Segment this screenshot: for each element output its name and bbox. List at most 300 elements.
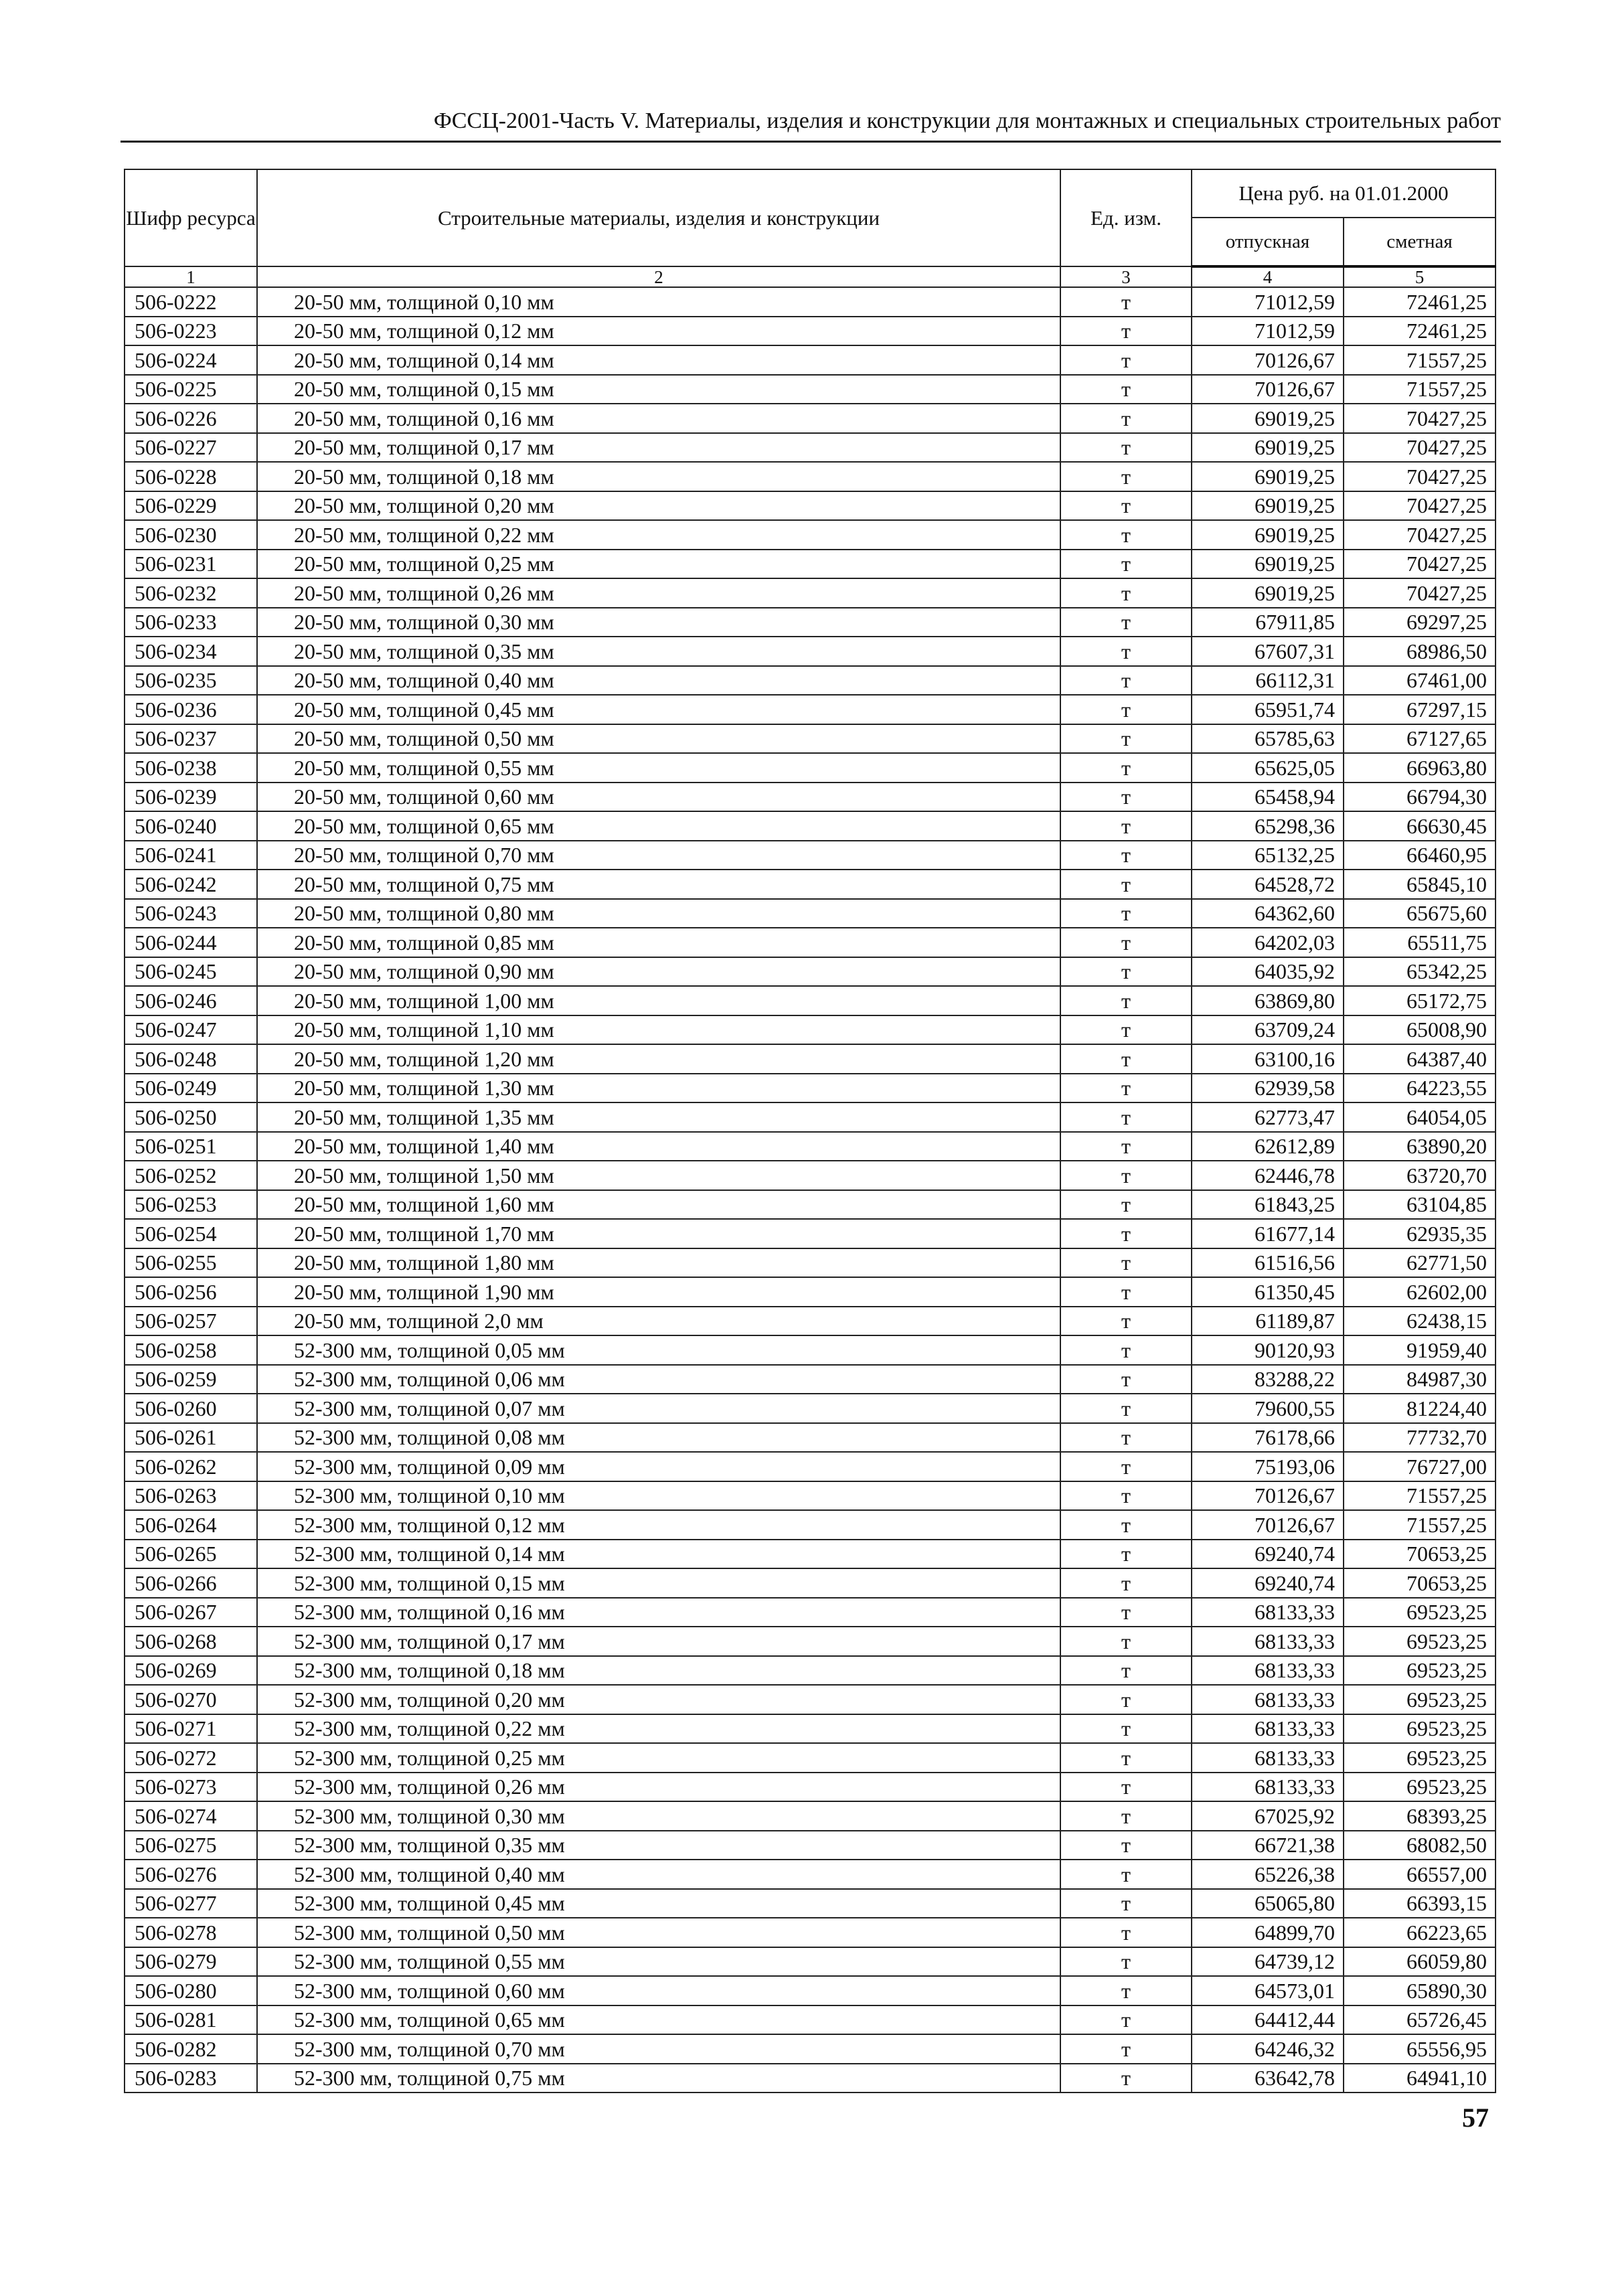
- resource-code-cell: 506-0233: [125, 608, 257, 637]
- resource-code-cell: 506-0254: [125, 1219, 257, 1248]
- table-row: [125, 1831, 1496, 1860]
- material-name-cell: 52-300 мм, толщиной 0,15 мм: [257, 1568, 1060, 1598]
- table-row: [125, 462, 1496, 491]
- unit-cell: т: [1060, 1714, 1192, 1744]
- estimate-price-cell: 67297,15: [1344, 695, 1496, 724]
- material-name-cell: 52-300 мм, толщиной 0,22 мм: [257, 1714, 1060, 1744]
- table-row: [125, 1394, 1496, 1423]
- release-price-cell: 69019,25: [1192, 433, 1344, 463]
- table-row: [125, 1918, 1496, 1947]
- material-name-cell: 52-300 мм, толщиной 0,40 мм: [257, 1860, 1060, 1889]
- unit-cell: т: [1060, 783, 1192, 812]
- material-name-cell: 20-50 мм, толщиной 1,90 мм: [257, 1277, 1060, 1307]
- estimate-price-cell: 65342,25: [1344, 957, 1496, 987]
- table-row: [125, 928, 1496, 957]
- column-number: 5: [1344, 266, 1496, 287]
- material-name-cell: 20-50 мм, толщиной 1,30 мм: [257, 1074, 1060, 1103]
- resource-code-cell: 506-0259: [125, 1365, 257, 1394]
- table-row: [125, 287, 1496, 317]
- unit-cell: т: [1060, 1481, 1192, 1511]
- release-price-cell: 69019,25: [1192, 462, 1344, 491]
- table-row: [125, 870, 1496, 899]
- material-name-cell: 20-50 мм, толщиной 1,70 мм: [257, 1219, 1060, 1248]
- material-name-cell: 52-300 мм, толщиной 0,08 мм: [257, 1423, 1060, 1453]
- material-name-cell: 20-50 мм, толщиной 1,35 мм: [257, 1102, 1060, 1132]
- release-price-cell: 69019,25: [1192, 520, 1344, 550]
- material-name-cell: 52-300 мм, толщиной 0,12 мм: [257, 1510, 1060, 1540]
- unit-cell: т: [1060, 287, 1192, 317]
- unit-cell: т: [1060, 1540, 1192, 1569]
- table-row: [125, 1773, 1496, 1802]
- unit-cell: т: [1060, 1976, 1192, 2005]
- unit-cell: т: [1060, 375, 1192, 404]
- unit-cell: т: [1060, 1190, 1192, 1220]
- estimate-price-cell: 65890,30: [1344, 1976, 1496, 2005]
- resource-code-cell: 506-0280: [125, 1976, 257, 2005]
- estimate-price-cell: 70653,25: [1344, 1568, 1496, 1598]
- column-number: 3: [1060, 266, 1192, 287]
- material-name-cell: 52-300 мм, толщиной 0,55 мм: [257, 1947, 1060, 1977]
- material-name-cell: 52-300 мм, толщиной 0,06 мм: [257, 1365, 1060, 1394]
- table-row: [125, 1161, 1496, 1190]
- release-price-cell: 61189,87: [1192, 1307, 1344, 1336]
- material-name-cell: 20-50 мм, толщиной 0,90 мм: [257, 957, 1060, 987]
- material-name-cell: 20-50 мм, толщиной 0,17 мм: [257, 433, 1060, 463]
- resource-code-cell: 506-0267: [125, 1598, 257, 1627]
- release-price-cell: 76178,66: [1192, 1423, 1344, 1453]
- material-name-cell: 20-50 мм, толщиной 0,80 мм: [257, 899, 1060, 928]
- estimate-price-cell: 65008,90: [1344, 1015, 1496, 1045]
- unit-cell: т: [1060, 753, 1192, 783]
- table-row: [125, 1074, 1496, 1103]
- estimate-price-cell: 64054,05: [1344, 1102, 1496, 1132]
- resource-code-cell: 506-0229: [125, 491, 257, 521]
- unit-cell: т: [1060, 811, 1192, 841]
- unit-cell: т: [1060, 1801, 1192, 1831]
- material-name-cell: 52-300 мм, толщиной 0,14 мм: [257, 1540, 1060, 1569]
- release-price-cell: 64362,60: [1192, 899, 1344, 928]
- table-row: [125, 317, 1496, 346]
- unit-cell: т: [1060, 1656, 1192, 1686]
- unit-cell: т: [1060, 695, 1192, 724]
- release-price-cell: 61350,45: [1192, 1277, 1344, 1307]
- material-name-cell: 20-50 мм, толщиной 1,80 мм: [257, 1248, 1060, 1278]
- resource-code-cell: 506-0271: [125, 1714, 257, 1744]
- resource-code-cell: 506-0235: [125, 666, 257, 695]
- release-price-cell: 70126,67: [1192, 1510, 1344, 1540]
- unit-cell: т: [1060, 1860, 1192, 1889]
- material-name-cell: 20-50 мм, толщиной 0,50 мм: [257, 724, 1060, 754]
- table-row: [125, 986, 1496, 1015]
- unit-cell: т: [1060, 1074, 1192, 1103]
- release-price-cell: 64739,12: [1192, 1947, 1344, 1977]
- material-name-cell: 20-50 мм, толщиной 0,25 мм: [257, 550, 1060, 579]
- estimate-price-cell: 91959,40: [1344, 1335, 1496, 1365]
- estimate-price-cell: 62438,15: [1344, 1307, 1496, 1336]
- table-row: [125, 1307, 1496, 1336]
- table-row: [125, 811, 1496, 841]
- material-name-cell: 20-50 мм, толщиной 0,30 мм: [257, 608, 1060, 637]
- unit-cell: т: [1060, 841, 1192, 870]
- resource-code-cell: 506-0252: [125, 1161, 257, 1190]
- resource-code-cell: 506-0277: [125, 1889, 257, 1918]
- unit-cell: т: [1060, 928, 1192, 957]
- resource-code-cell: 506-0255: [125, 1248, 257, 1278]
- resource-code-cell: 506-0264: [125, 1510, 257, 1540]
- estimate-price-cell: 70427,25: [1344, 520, 1496, 550]
- release-price-cell: 69019,25: [1192, 550, 1344, 579]
- release-price-cell: 67911,85: [1192, 608, 1344, 637]
- resource-code-cell: 506-0256: [125, 1277, 257, 1307]
- material-name-cell: 52-300 мм, толщиной 0,20 мм: [257, 1685, 1060, 1714]
- estimate-price-cell: 62771,50: [1344, 1248, 1496, 1278]
- estimate-price-cell: 69523,25: [1344, 1743, 1496, 1773]
- unit-cell: т: [1060, 491, 1192, 521]
- resource-code-cell: 506-0274: [125, 1801, 257, 1831]
- unit-cell: т: [1060, 666, 1192, 695]
- resource-code-cell: 506-0227: [125, 433, 257, 463]
- table-row: [125, 608, 1496, 637]
- resource-code-cell: 506-0272: [125, 1743, 257, 1773]
- material-name-cell: 52-300 мм, толщиной 0,35 мм: [257, 1831, 1060, 1860]
- estimate-price-cell: 66963,80: [1344, 753, 1496, 783]
- estimate-price-cell: 65726,45: [1344, 2005, 1496, 2035]
- release-price-cell: 69019,25: [1192, 404, 1344, 433]
- table-row: [125, 1568, 1496, 1598]
- material-name-cell: 52-300 мм, толщиной 0,26 мм: [257, 1773, 1060, 1802]
- release-price-cell: 65298,36: [1192, 811, 1344, 841]
- table-row: [125, 1627, 1496, 1656]
- estimate-price-cell: 70427,25: [1344, 462, 1496, 491]
- resource-code-cell: 506-0225: [125, 375, 257, 404]
- release-price-cell: 68133,33: [1192, 1685, 1344, 1714]
- resource-code-cell: 506-0279: [125, 1947, 257, 1977]
- estimate-price-cell: 70653,25: [1344, 1540, 1496, 1569]
- estimate-price-cell: 65511,75: [1344, 928, 1496, 957]
- resource-code-cell: 506-0250: [125, 1102, 257, 1132]
- estimate-price-cell: 66059,80: [1344, 1947, 1496, 1977]
- table-row: [125, 1102, 1496, 1132]
- resource-code-cell: 506-0281: [125, 2005, 257, 2035]
- material-name-cell: 20-50 мм, толщиной 0,26 мм: [257, 578, 1060, 608]
- unit-cell: т: [1060, 1743, 1192, 1773]
- estimate-price-cell: 71557,25: [1344, 375, 1496, 404]
- unit-cell: т: [1060, 1947, 1192, 1977]
- unit-cell: т: [1060, 1423, 1192, 1453]
- unit-cell: т: [1060, 1132, 1192, 1161]
- release-price-cell: 90120,93: [1192, 1335, 1344, 1365]
- resource-code-cell: 506-0222: [125, 287, 257, 317]
- release-price-cell: 61843,25: [1192, 1190, 1344, 1220]
- material-name-cell: 52-300 мм, толщиной 0,18 мм: [257, 1656, 1060, 1686]
- estimate-price-cell: 70427,25: [1344, 433, 1496, 463]
- estimate-price-cell: 62602,00: [1344, 1277, 1496, 1307]
- release-price-cell: 71012,59: [1192, 287, 1344, 317]
- release-price-cell: 69019,25: [1192, 578, 1344, 608]
- estimate-price-cell: 70427,25: [1344, 550, 1496, 579]
- resource-code-cell: 506-0282: [125, 2034, 257, 2064]
- resource-code-cell: 506-0231: [125, 550, 257, 579]
- material-name-cell: 20-50 мм, толщиной 0,45 мм: [257, 695, 1060, 724]
- release-price-cell: 71012,59: [1192, 317, 1344, 346]
- release-price-cell: 63100,16: [1192, 1044, 1344, 1074]
- table-row: [125, 899, 1496, 928]
- material-name-cell: 20-50 мм, толщиной 1,10 мм: [257, 1015, 1060, 1045]
- material-name-cell: 52-300 мм, толщиной 0,07 мм: [257, 1394, 1060, 1423]
- estimate-price-cell: 71557,25: [1344, 1481, 1496, 1511]
- estimate-price-cell: 66557,00: [1344, 1860, 1496, 1889]
- release-price-cell: 66721,38: [1192, 1831, 1344, 1860]
- table-row: [125, 1801, 1496, 1831]
- resource-code-cell: 506-0230: [125, 520, 257, 550]
- table-row: [125, 1335, 1496, 1365]
- resource-code-cell: 506-0243: [125, 899, 257, 928]
- release-price-cell: 83288,22: [1192, 1365, 1344, 1394]
- table-row: [125, 1714, 1496, 1744]
- release-price-cell: 65132,25: [1192, 841, 1344, 870]
- material-name-cell: 20-50 мм, толщиной 0,15 мм: [257, 375, 1060, 404]
- unit-cell: т: [1060, 637, 1192, 666]
- unit-cell: т: [1060, 1365, 1192, 1394]
- material-name-cell: 52-300 мм, толщиной 0,75 мм: [257, 2064, 1060, 2093]
- unit-cell: т: [1060, 724, 1192, 754]
- table-row: [125, 841, 1496, 870]
- release-price-cell: 66112,31: [1192, 666, 1344, 695]
- material-name-cell: 20-50 мм, толщиной 2,0 мм: [257, 1307, 1060, 1336]
- resource-code-cell: 506-0239: [125, 783, 257, 812]
- release-price-cell: 79600,55: [1192, 1394, 1344, 1423]
- estimate-price-cell: 70427,25: [1344, 578, 1496, 608]
- release-price-cell: 63869,80: [1192, 986, 1344, 1015]
- estimate-price-cell: 63720,70: [1344, 1161, 1496, 1190]
- estimate-price-cell: 64223,55: [1344, 1074, 1496, 1103]
- unit-cell: т: [1060, 957, 1192, 987]
- release-price-cell: 68133,33: [1192, 1743, 1344, 1773]
- resource-code-cell: 506-0263: [125, 1481, 257, 1511]
- release-price-cell: 65625,05: [1192, 753, 1344, 783]
- table-row: [125, 1015, 1496, 1045]
- release-price-cell: 64246,32: [1192, 2034, 1344, 2064]
- unit-cell: т: [1060, 550, 1192, 579]
- material-name-cell: 20-50 мм, толщиной 0,35 мм: [257, 637, 1060, 666]
- release-price-cell: 68133,33: [1192, 1656, 1344, 1686]
- table-row: [125, 1248, 1496, 1278]
- table-row: [125, 724, 1496, 754]
- estimate-price-cell: 69523,25: [1344, 1627, 1496, 1656]
- table-row: [125, 1452, 1496, 1481]
- release-price-cell: 65951,74: [1192, 695, 1344, 724]
- unit-cell: т: [1060, 870, 1192, 899]
- unit-cell: т: [1060, 1044, 1192, 1074]
- column-number-row: [125, 266, 1496, 287]
- table-row: [125, 1685, 1496, 1714]
- resource-code-cell: 506-0253: [125, 1190, 257, 1220]
- estimate-price-cell: 64941,10: [1344, 2064, 1496, 2093]
- table-row: [125, 375, 1496, 404]
- estimate-price-cell: 64387,40: [1344, 1044, 1496, 1074]
- table-row: [125, 666, 1496, 695]
- unit-cell: т: [1060, 1918, 1192, 1947]
- material-name-cell: 20-50 мм, толщиной 1,00 мм: [257, 986, 1060, 1015]
- table-row: [125, 1947, 1496, 1977]
- resource-code-cell: 506-0269: [125, 1656, 257, 1686]
- release-price-cell: 65458,94: [1192, 783, 1344, 812]
- release-price-cell: 62612,89: [1192, 1132, 1344, 1161]
- unit-cell: т: [1060, 1889, 1192, 1918]
- unit-cell: т: [1060, 520, 1192, 550]
- resource-code-cell: 506-0270: [125, 1685, 257, 1714]
- unit-cell: т: [1060, 345, 1192, 375]
- release-price-cell: 69019,25: [1192, 491, 1344, 521]
- table-row: [125, 1540, 1496, 1569]
- estimate-price-cell: 68986,50: [1344, 637, 1496, 666]
- resource-code-cell: 506-0232: [125, 578, 257, 608]
- unit-cell: т: [1060, 986, 1192, 1015]
- unit-cell: т: [1060, 1773, 1192, 1802]
- release-price-cell: 64412,44: [1192, 2005, 1344, 2035]
- material-name-cell: 20-50 мм, толщиной 1,60 мм: [257, 1190, 1060, 1220]
- resource-code-cell: 506-0245: [125, 957, 257, 987]
- unit-cell: т: [1060, 1510, 1192, 1540]
- column-number: 4: [1192, 266, 1344, 287]
- estimate-price-cell: 66460,95: [1344, 841, 1496, 870]
- unit-cell: т: [1060, 1452, 1192, 1481]
- material-name-cell: 20-50 мм, толщиной 0,22 мм: [257, 520, 1060, 550]
- release-price-cell: 67025,92: [1192, 1801, 1344, 1831]
- column-number: 2: [257, 266, 1060, 287]
- table-row: [125, 550, 1496, 579]
- resource-code-cell: 506-0238: [125, 753, 257, 783]
- resource-code-cell: 506-0246: [125, 986, 257, 1015]
- material-name-cell: 52-300 мм, толщиной 0,70 мм: [257, 2034, 1060, 2064]
- table-row: [125, 404, 1496, 433]
- header-rule: [120, 141, 1501, 143]
- release-price-cell: 67607,31: [1192, 637, 1344, 666]
- table-row: [125, 2034, 1496, 2064]
- unit-cell: т: [1060, 1277, 1192, 1307]
- table-row: [125, 695, 1496, 724]
- material-name-cell: 20-50 мм, толщиной 1,50 мм: [257, 1161, 1060, 1190]
- resource-code-cell: 506-0240: [125, 811, 257, 841]
- resource-code-cell: 506-0262: [125, 1452, 257, 1481]
- resource-code-cell: 506-0224: [125, 345, 257, 375]
- resource-code-cell: 506-0251: [125, 1132, 257, 1161]
- estimate-price-cell: 77732,70: [1344, 1423, 1496, 1453]
- release-price-cell: 61677,14: [1192, 1219, 1344, 1248]
- table-row: [125, 520, 1496, 550]
- col-header-price: Цена руб. на 01.01.2000: [1192, 169, 1496, 218]
- material-name-cell: 52-300 мм, толщиной 0,25 мм: [257, 1743, 1060, 1773]
- estimate-price-cell: 62935,35: [1344, 1219, 1496, 1248]
- estimate-price-cell: 72461,25: [1344, 287, 1496, 317]
- unit-cell: т: [1060, 404, 1192, 433]
- release-price-cell: 70126,67: [1192, 1481, 1344, 1511]
- resource-code-cell: 506-0249: [125, 1074, 257, 1103]
- unit-cell: т: [1060, 1598, 1192, 1627]
- unit-cell: т: [1060, 578, 1192, 608]
- table-row: [125, 1423, 1496, 1453]
- estimate-price-cell: 84987,30: [1344, 1365, 1496, 1394]
- unit-cell: т: [1060, 433, 1192, 463]
- estimate-price-cell: 72461,25: [1344, 317, 1496, 346]
- table-row: [125, 2005, 1496, 2035]
- release-price-cell: 62773,47: [1192, 1102, 1344, 1132]
- page-number: 57: [1462, 2103, 1489, 2133]
- release-price-cell: 69240,74: [1192, 1540, 1344, 1569]
- resource-code-cell: 506-0273: [125, 1773, 257, 1802]
- column-number: 1: [125, 266, 257, 287]
- estimate-price-cell: 65845,10: [1344, 870, 1496, 899]
- table-row: [125, 1132, 1496, 1161]
- material-name-cell: 52-300 мм, толщиной 0,17 мм: [257, 1627, 1060, 1656]
- price-table: [124, 169, 1496, 2093]
- estimate-price-cell: 69523,25: [1344, 1598, 1496, 1627]
- resource-code-cell: 506-0242: [125, 870, 257, 899]
- material-name-cell: 52-300 мм, толщиной 0,60 мм: [257, 1976, 1060, 2005]
- estimate-price-cell: 66630,45: [1344, 811, 1496, 841]
- unit-cell: т: [1060, 1161, 1192, 1190]
- unit-cell: т: [1060, 2005, 1192, 2035]
- resource-code-cell: 506-0241: [125, 841, 257, 870]
- estimate-price-cell: 70427,25: [1344, 491, 1496, 521]
- release-price-cell: 68133,33: [1192, 1714, 1344, 1744]
- resource-code-cell: 506-0247: [125, 1015, 257, 1045]
- resource-code-cell: 506-0258: [125, 1335, 257, 1365]
- release-price-cell: 65785,63: [1192, 724, 1344, 754]
- estimate-price-cell: 69523,25: [1344, 1773, 1496, 1802]
- estimate-price-cell: 81224,40: [1344, 1394, 1496, 1423]
- material-name-cell: 20-50 мм, толщиной 0,60 мм: [257, 783, 1060, 812]
- col-header-estimate: сметная: [1344, 218, 1496, 266]
- material-name-cell: 52-300 мм, толщиной 0,10 мм: [257, 1481, 1060, 1511]
- resource-code-cell: 506-0248: [125, 1044, 257, 1074]
- table-row: [125, 1976, 1496, 2005]
- estimate-price-cell: 67127,65: [1344, 724, 1496, 754]
- table-row: [125, 1889, 1496, 1918]
- col-header-name: Строительные материалы, изделия и конструкции: [257, 169, 1060, 266]
- table-row: [125, 1044, 1496, 1074]
- estimate-price-cell: 65675,60: [1344, 899, 1496, 928]
- table-row: [125, 783, 1496, 812]
- release-price-cell: 64899,70: [1192, 1918, 1344, 1947]
- resource-code-cell: 506-0236: [125, 695, 257, 724]
- material-name-cell: 20-50 мм, толщиной 0,40 мм: [257, 666, 1060, 695]
- material-name-cell: 52-300 мм, толщиной 0,09 мм: [257, 1452, 1060, 1481]
- estimate-price-cell: 66794,30: [1344, 783, 1496, 812]
- table-row: [125, 1277, 1496, 1307]
- estimate-price-cell: 63104,85: [1344, 1190, 1496, 1220]
- estimate-price-cell: 68393,25: [1344, 1801, 1496, 1831]
- table-row: [125, 753, 1496, 783]
- resource-code-cell: 506-0283: [125, 2064, 257, 2093]
- resource-code-cell: 506-0228: [125, 462, 257, 491]
- estimate-price-cell: 69523,25: [1344, 1685, 1496, 1714]
- estimate-price-cell: 70427,25: [1344, 404, 1496, 433]
- unit-cell: т: [1060, 608, 1192, 637]
- resource-code-cell: 506-0266: [125, 1568, 257, 1598]
- table-row: [125, 1481, 1496, 1511]
- table-row: [125, 491, 1496, 521]
- table-row: [125, 1656, 1496, 1686]
- unit-cell: т: [1060, 2034, 1192, 2064]
- unit-cell: т: [1060, 899, 1192, 928]
- release-price-cell: 65065,80: [1192, 1889, 1344, 1918]
- release-price-cell: 64035,92: [1192, 957, 1344, 987]
- estimate-price-cell: 69523,25: [1344, 1656, 1496, 1686]
- material-name-cell: 20-50 мм, толщиной 0,85 мм: [257, 928, 1060, 957]
- table-row: [125, 1598, 1496, 1627]
- table-row: [125, 1190, 1496, 1220]
